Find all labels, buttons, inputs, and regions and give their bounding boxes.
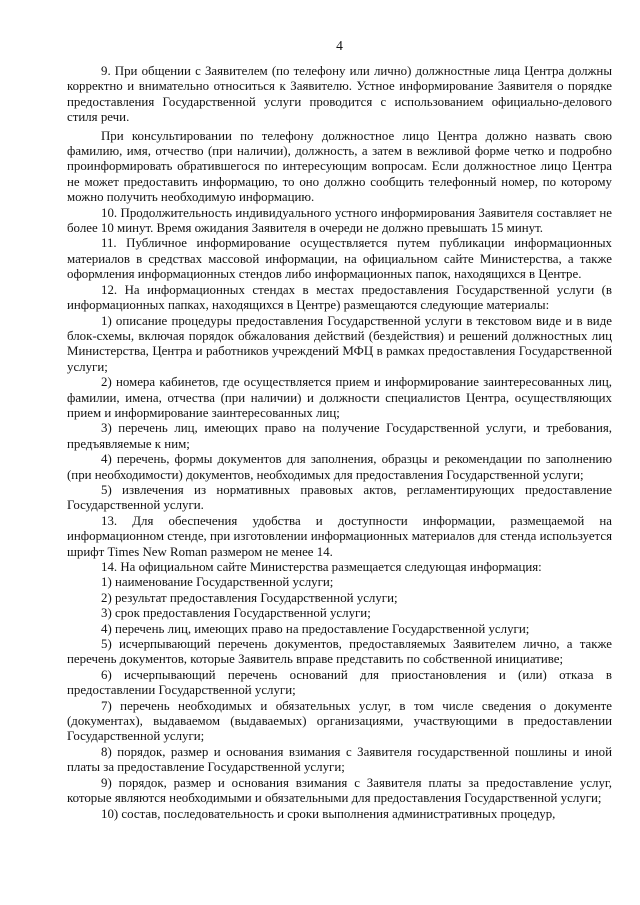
page-number: 4	[336, 38, 343, 53]
list-item: 2) номера кабинетов, где осуществляется прием и информирование заинтересованных лиц, фамилии, имена, отчества (при наличии) и должности специалистов Центра, осуществляющих прием и информирование заинтересованных лиц;	[67, 375, 612, 420]
list-item: 2) результат предоставления Государственной услуги;	[101, 590, 398, 605]
list-item: 10) состав, последовательность и сроки выполнения административных процедур,	[101, 806, 556, 821]
list-item: 4) перечень лиц, имеющих право на предоставление Государственной услуги;	[101, 621, 530, 636]
paragraph: 14. На официальном сайте Министерства размещается следующая информация:	[101, 560, 542, 574]
paragraph: 10. Продолжительность индивидуального устного информирования Заявителя составляет не более 10 минут. Время ожидания Заявителя в очереди не должно превышать 15 минут.	[67, 205, 612, 236]
paragraph: При консультировании по телефону должностное лицо Центра должно назвать свою фамилию, имя, отчество (при наличии), должность, а затем в вежливой форме четко и подробно проинформировать обратившегося по интересующим вопросам. Если должностное лицо Центра не может предоставить информацию, то оно должно сообщить телефонный номер, по которому можно получить необходимую информацию.	[67, 128, 612, 205]
list-item: 3) срок предоставления Государственной услуги;	[101, 606, 371, 621]
document-body	[67, 64, 612, 822]
paragraph: 11. Публичное информирование осуществляется путем публикации информационных материалов в средствах массовой информации, на официальном сайте Министерства, а также оформления информационных стендов либо информационных папок, находящихся в Центре.	[67, 236, 612, 282]
list-item: 7) перечень необходимых и обязательных услуг, в том числе сведения о документе (документах), выдаваемом (выдаваемых) организациями, участвующими в предоставлении Государственной услуги;	[67, 698, 612, 744]
paragraph: 9. При общении с Заявителем (по телефону или лично) должностные лица Центра должны корректно и внимательно относиться к Заявителю. Устное информирование Заявителя о порядке предоставления Государственной услуги проводится с использованием официально-делового стиля речи.	[67, 64, 612, 125]
paragraph: 12. На информационных стендах в местах предоставления Государственной услуги (в информационных папках, находящихся в Центре) размещаются следующие материалы:	[67, 282, 612, 313]
list-item: 9) порядок, размер и основания взимания с Заявителя платы за предоставление услуг, которые являются необходимыми и обязательными для предоставления Государственной услуги;	[67, 775, 612, 806]
list-item: 6) исчерпывающий перечень оснований для приостановления и (или) отказа в предоставлении Государственной услуги;	[67, 667, 612, 698]
list-item: 5) исчерпывающий перечень документов, предоставляемых Заявителем лично, а также перечень документов, которые Заявитель вправе представить по собственной инициативе;	[67, 637, 612, 667]
paragraph: 13. Для обеспечения удобства и доступности информации, размещаемой на информационном стенде, при изготовлении информационных материалов для стенда используется шрифт Times New Roman размером не менее 14.	[67, 513, 612, 559]
list-item: 1) описание процедуры предоставления Государственной услуги в текстовом виде и в виде блок-схемы, включая порядок обжалования действий (бездействия) и решений должностных лиц Министерства, Центра и работников учреждений МФЦ в рамках предоставления Государственной услуги;	[67, 313, 612, 374]
list-item: 5) извлечения из нормативных правовых актов, регламентирующих предоставление Государственной услуги.	[67, 482, 612, 513]
list-item: 3) перечень лиц, имеющих право на получение Государственной услуги, и требования, предъявляемые к ним;	[67, 421, 612, 451]
list-item: 1) наименование Государственной услуги;	[101, 575, 334, 590]
list-item: 4) перечень, формы документов для заполнения, образцы и рекомендации по заполнению (при необходимости) документов, необходимых для предоставления Государственной услуги;	[67, 452, 612, 482]
list-item: 8) порядок, размер и основания взимания с Заявителя государственной пошлины и иной платы за предоставление Государственной услуги;	[67, 744, 612, 775]
